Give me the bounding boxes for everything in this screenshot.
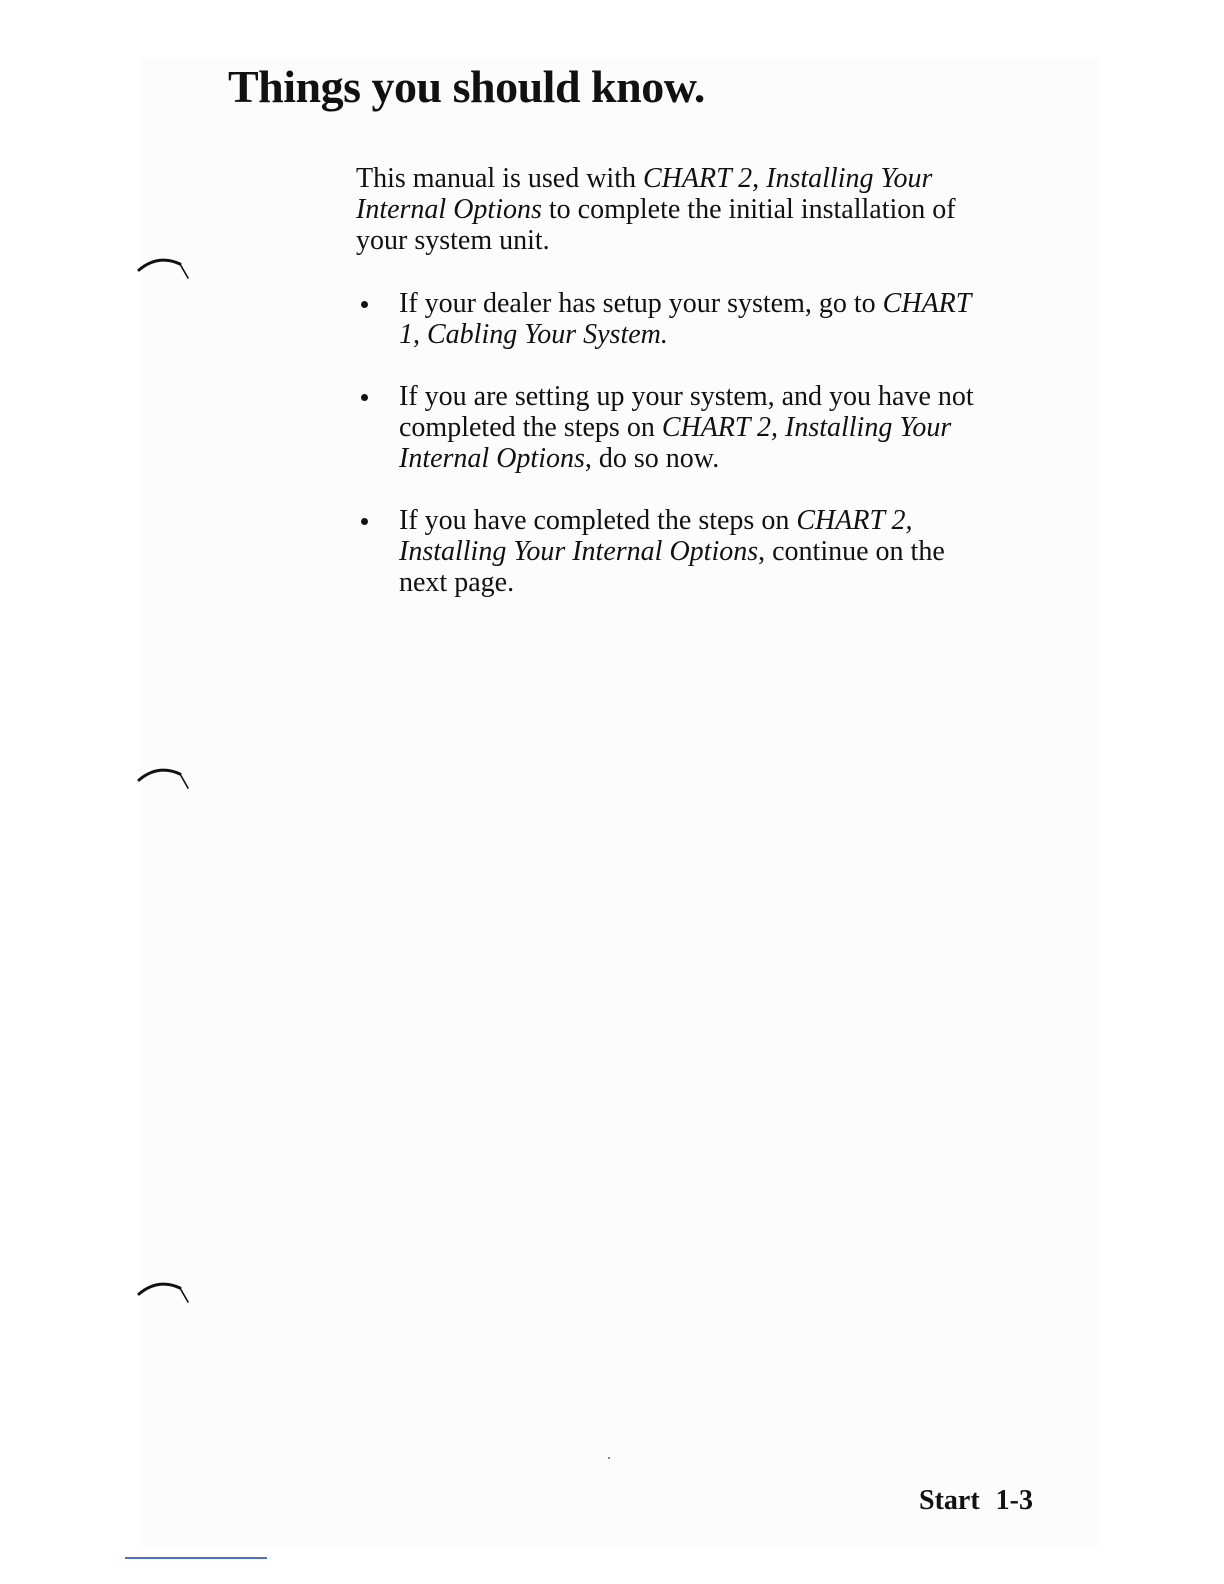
chart-reference: Internal Options (399, 443, 585, 474)
list-item (356, 288, 1056, 350)
intro-line (356, 194, 1056, 225)
intro-paragraph (356, 163, 1056, 256)
chart-reference: 1, Cabling Your System. (399, 319, 668, 350)
page-title: Things you should know. (228, 61, 705, 112)
page-background (140, 58, 1100, 1548)
list-item (356, 381, 1056, 474)
chart-reference: CHART 2, Installing Your (642, 163, 933, 194)
chart-reference: Internal Options (356, 194, 542, 225)
binder-hole-arc-icon (136, 766, 192, 792)
intro-text: to complete the initial installation of (541, 194, 956, 225)
footer-section: Start (919, 1485, 980, 1516)
bullet-icon (361, 518, 368, 525)
page-number: 1-3 (995, 1485, 1033, 1516)
intro-line (356, 225, 1056, 256)
binder-hole-arc-icon (136, 1280, 192, 1306)
list-item-line (399, 288, 1056, 319)
intro-text: This manual is used with (356, 163, 643, 194)
intro-line (356, 163, 1056, 194)
chart-reference: Installing Your Internal Options (399, 536, 759, 567)
list-item-line (399, 505, 1056, 536)
binder-hole-arc-icon (136, 766, 192, 792)
binder-hole-arc-icon (136, 1280, 192, 1306)
list-item-text: completed the steps on (399, 412, 662, 443)
bullet-icon (361, 301, 368, 308)
list-item-text: next page. (399, 567, 515, 598)
instruction-list (356, 288, 1056, 629)
binder-hole-arc-icon (136, 256, 192, 282)
chart-reference: CHART 2, Installing Your (661, 412, 952, 443)
list-item-line (399, 536, 1056, 567)
chart-reference: CHART (882, 288, 972, 319)
list-item-text: If you have completed the steps on (399, 505, 797, 536)
list-item-text: If your dealer has setup your system, go to (399, 288, 883, 319)
page-footer (900, 1484, 1033, 1518)
bullet-icon (361, 394, 368, 401)
list-item-line (399, 443, 1056, 474)
list-item-text: , continue on the (758, 536, 945, 567)
list-item-line (399, 412, 1056, 443)
intro-text: your system unit. (356, 225, 550, 256)
list-item (356, 505, 1056, 598)
bottom-rule (125, 1557, 267, 1559)
list-item-line (399, 319, 1056, 350)
list-item-text: If you are setting up your system, and you have not (399, 381, 974, 412)
list-item-line (399, 567, 1056, 598)
chart-reference: CHART 2, (796, 505, 913, 536)
binder-hole-arc-icon (136, 256, 192, 282)
scan-speck (608, 1457, 610, 1459)
list-item-line (399, 381, 1056, 412)
list-item-text: , do so now. (584, 443, 720, 474)
